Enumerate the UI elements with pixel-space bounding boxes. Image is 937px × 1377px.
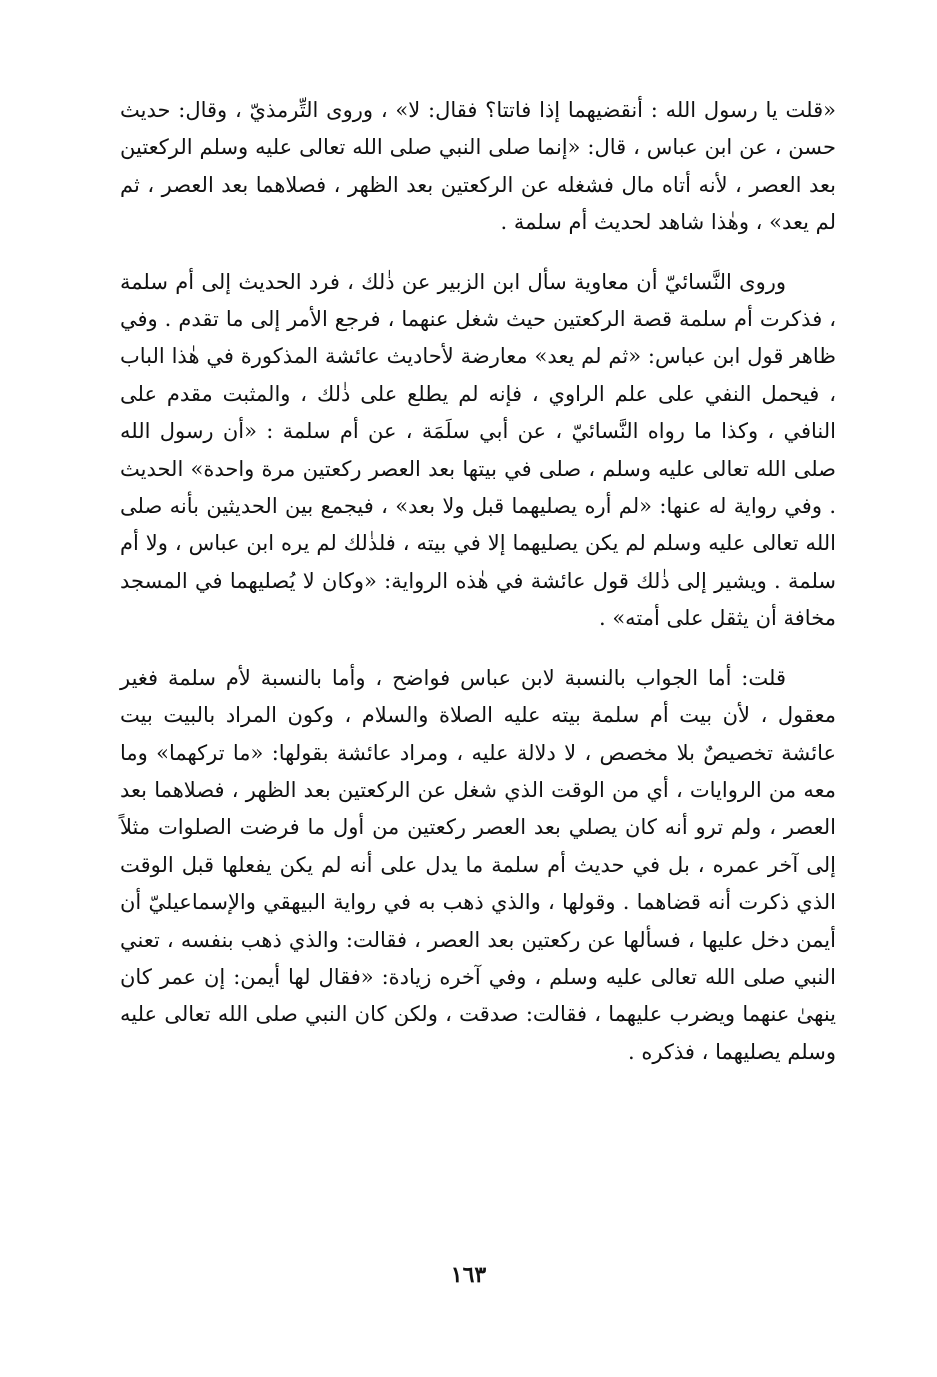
page-number: ١٦٣ <box>450 1262 487 1288</box>
paragraph-response: قلت: أما الجواب بالنسبة لابن عباس فواضح ، وأما بالنسبة لأم سلمة فغير معقول ، لأن بيت أم سلمة بيته عليه الصلاة والسلام ، وكون المراد بالبيت بيت عائشة تخصيصٌ بلا مخصص ، لا دلالة عليه ، ومراد عائشة بقولها: «ما تركهما» وما معه من الروايات ، أي من الوقت الذي شغل عن الركعتين بعد الظهر ، فصلاهما بعد العصر ، ولم ترو أنه كان يصلي بعد العصر ركعتين من أول ما فرضت الصلوات مثلاً إلى آخر عمره ، بل في حديث أم سلمة ما يدل على أنه لم يكن يفعلها قبل الوقت الذي ذكرت أنه قضاهما . وقولها ، والذي ذهب به في رواية البيهقي والإسماعيليّ أن أيمن دخل عليها ، فسألها عن ركعتين بعد العصر ، فقالت: والذي ذهب بنفسه ، تعني النبي صلى الله تعالى عليه وسلم ، وفي آخره زيادة: «فقال لها أيمن: إن عمر كان ينهىٰ عنهما ويضرب عليهما ، فقالت: صدقت ، ولكن كان النبي صلى الله تعالى عليه وسلم يصليهما ، فذكره . <box>120 665 836 1064</box>
paragraph-hadith-tirmidhi: «قلت يا رسول الله : أنقضيهما إذا فاتتا؟ فقال: لا» ، وروى التِّرمذيّ ، وقال: حديث حسن ، عن ابن عباس ، قال: «إنما صلى النبي صلى الله تعالى عليه وسلم الركعتين بعد العصر ، لأنه أتاه مال فشغله عن الركعتين بعد الظهر ، فصلاهما بعد العصر ، ثم لم يعد» ، وهٰذا شاهد لحديث أم سلمة . <box>120 98 836 235</box>
page-body <box>120 92 836 1071</box>
paragraph-nasai-umm-salama: وروى النَّسائيّ أن معاوية سأل ابن الزبير عن ذٰلك ، فرد الحديث إلى أم سلمة ، فذكرت أم سلمة قصة الركعتين حيث شغل عنهما ، فرجع الأمر إلى ما تقدم . وفي ظاهر قول ابن عباس: «ثم لم يعد» معارضة لأحاديث عائشة المذكورة في هٰذا الباب ، فيحمل النفي على علم الراوي ، فإنه لم يطلع على ذٰلك ، والمثبت مقدم على النافي ، وكذا ما رواه النَّسائيّ ، عن أبي سلَمَة ، عن أم سلمة : «أن رسول الله صلى الله تعالى عليه وسلم ، صلى في بيتها بعد العصر ركعتين مرة واحدة» الحديث . وفي رواية له عنها: «لم أره يصليهما قبل ولا بعد» ، فيجمع بين الحديثين بأنه صلى الله تعالى عليه وسلم لم يكن يصليهما إلا في بيته ، فلذٰلك لم يره ابن عباس ، ولا أم سلمة . ويشير إلى ذٰلك قول عائشة في هٰذه الرواية: «وكان لا يُصليهما في المسجد مخافة أن يثقل على أمته» . <box>120 269 836 631</box>
